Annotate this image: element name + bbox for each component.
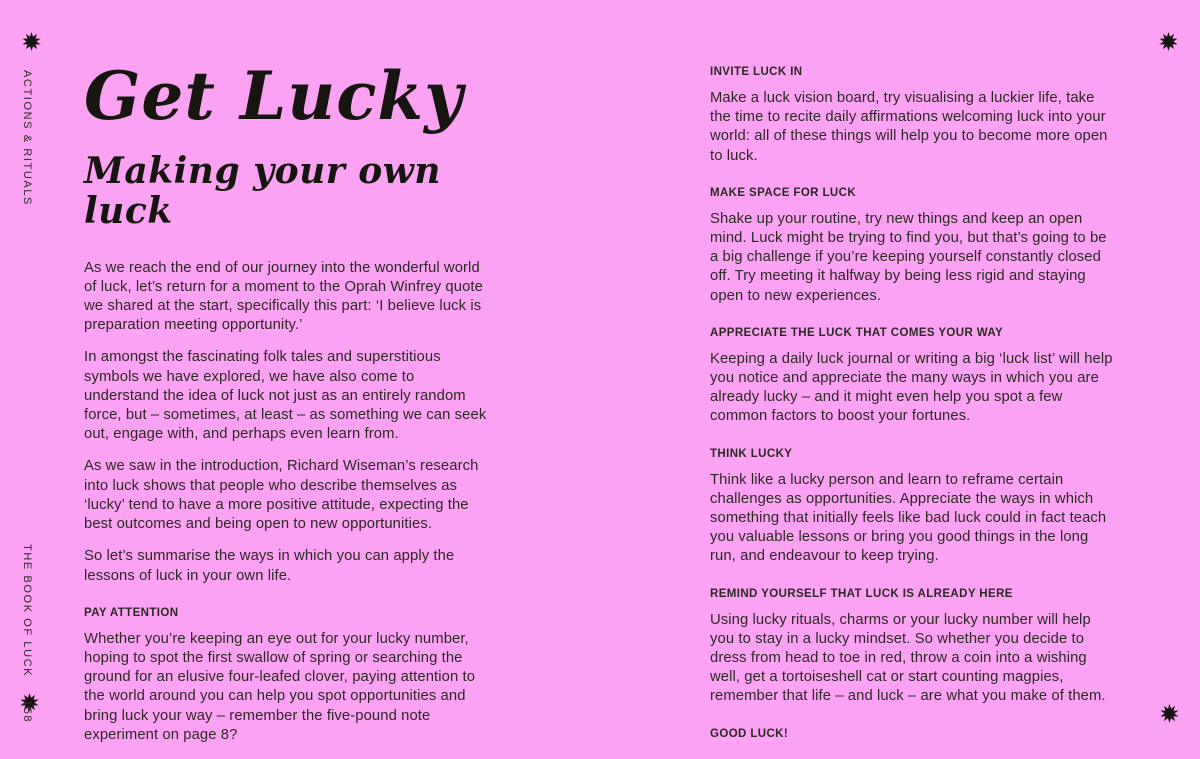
section-appreciate-the-luck [710,327,1116,427]
section-heading: INVITE LUCK IN [710,66,803,78]
closing-line: GOOD LUCK! [710,727,789,740]
intro-paragraph: As we saw in the introduction, Richard Wiseman’s research into luck shows that people who describe themselves as ‘lucky’ tend to have a more positive attitude, expecting the best outcomes and being open to new opportunities. [84,458,479,533]
section-pay-attention [84,607,490,745]
page-number: 158 [21,699,33,723]
starburst-icon [22,32,41,51]
section-body: Whether you’re keeping an eye out for your lucky number, hoping to spot the first swallow of spring or searching the ground for an elusive four-leafed clover, paying attention to the world around you can help you spot opportunities and bring luck your way – remember the five-pound note experiment on page 8? [84,630,476,743]
section-remind-yourself [710,588,1116,707]
section-heading: APPRECIATE THE LUCK THAT COMES YOUR WAY [710,326,1004,339]
book-title-vertical [21,544,33,723]
section-heading: MAKE SPACE FOR LUCK [710,186,857,199]
right-page [710,66,1116,740]
intro-paragraph: As we reach the end of our journey into the wonderful world of luck, let’s return for a moment to the Oprah Winfrey quote we shared at the start, specifically this part: ‘I believe luck is preparation meeting opportunity.’ [84,259,483,334]
section-body: Using lucky rituals, charms or your lucky number will help you to stay in a lucky mindset. So whether you decide to dress from head to toe in red, throw a coin into a wishing well, get a tortoiseshell cat or start counting magpies, remember that life – and luck – are what you make of them. [710,611,1106,705]
section-make-space-for-luck [710,187,1116,306]
section-invite-luck-in [710,66,1116,166]
intro-paragraph: In amongst the fascinating folk tales and superstitious symbols we have explored, we have also come to understand the idea of luck not just as an entirely random force, but – sometimes, at least – as something we can seek out, engage with, and perhaps even learn from. [84,349,487,443]
section-heading: PAY ATTENTION [84,606,179,619]
chapter-label-vertical: ACTIONS & RITUALS [21,70,33,206]
section-heading: REMIND YOURSELF THAT LUCK IS ALREADY HERE [710,587,1013,600]
section-body: Keeping a daily luck journal or writing a big ‘luck list’ will help you notice and appreciate the many ways in which you are already lucky – and it might even help you spot a few common factors to boost your fortunes. [710,350,1113,425]
starburst-icon [1160,704,1179,723]
section-think-lucky [710,448,1116,567]
intro-paragraph: So let’s summarise the ways in which you can apply the lessons of luck in your own life. [84,548,455,584]
starburst-icon [1159,32,1178,51]
section-body: Think like a lucky person and learn to reframe certain challenges as opportunities. Appreciate the ways in which something that initially feels like bad luck could in fact teach you valuable lessons or bring you good things in the long run, and endeavour to keep trying. [710,471,1107,565]
book-title-text: THE BOOK OF LUCK [21,544,33,678]
section-body: Make a luck vision board, try visualising a luckier life, take the time to recite daily affirmations welcoming luck into your world: all of these things will help you to become more open to luck. [710,90,1108,164]
section-body: Shake up your routine, try new things and keep an open mind. Luck might be trying to find you, but that’s going to be a big challenge if you’re keeping yourself constantly closed off. Try meeting it halfway by being less rigid and staying open to new experiences. [710,210,1107,304]
section-heading: THINK LUCKY [710,447,793,460]
left-page [84,54,490,745]
page-title: Get Lucky [84,57,464,135]
page-subtitle: Making your own luck [84,150,441,233]
